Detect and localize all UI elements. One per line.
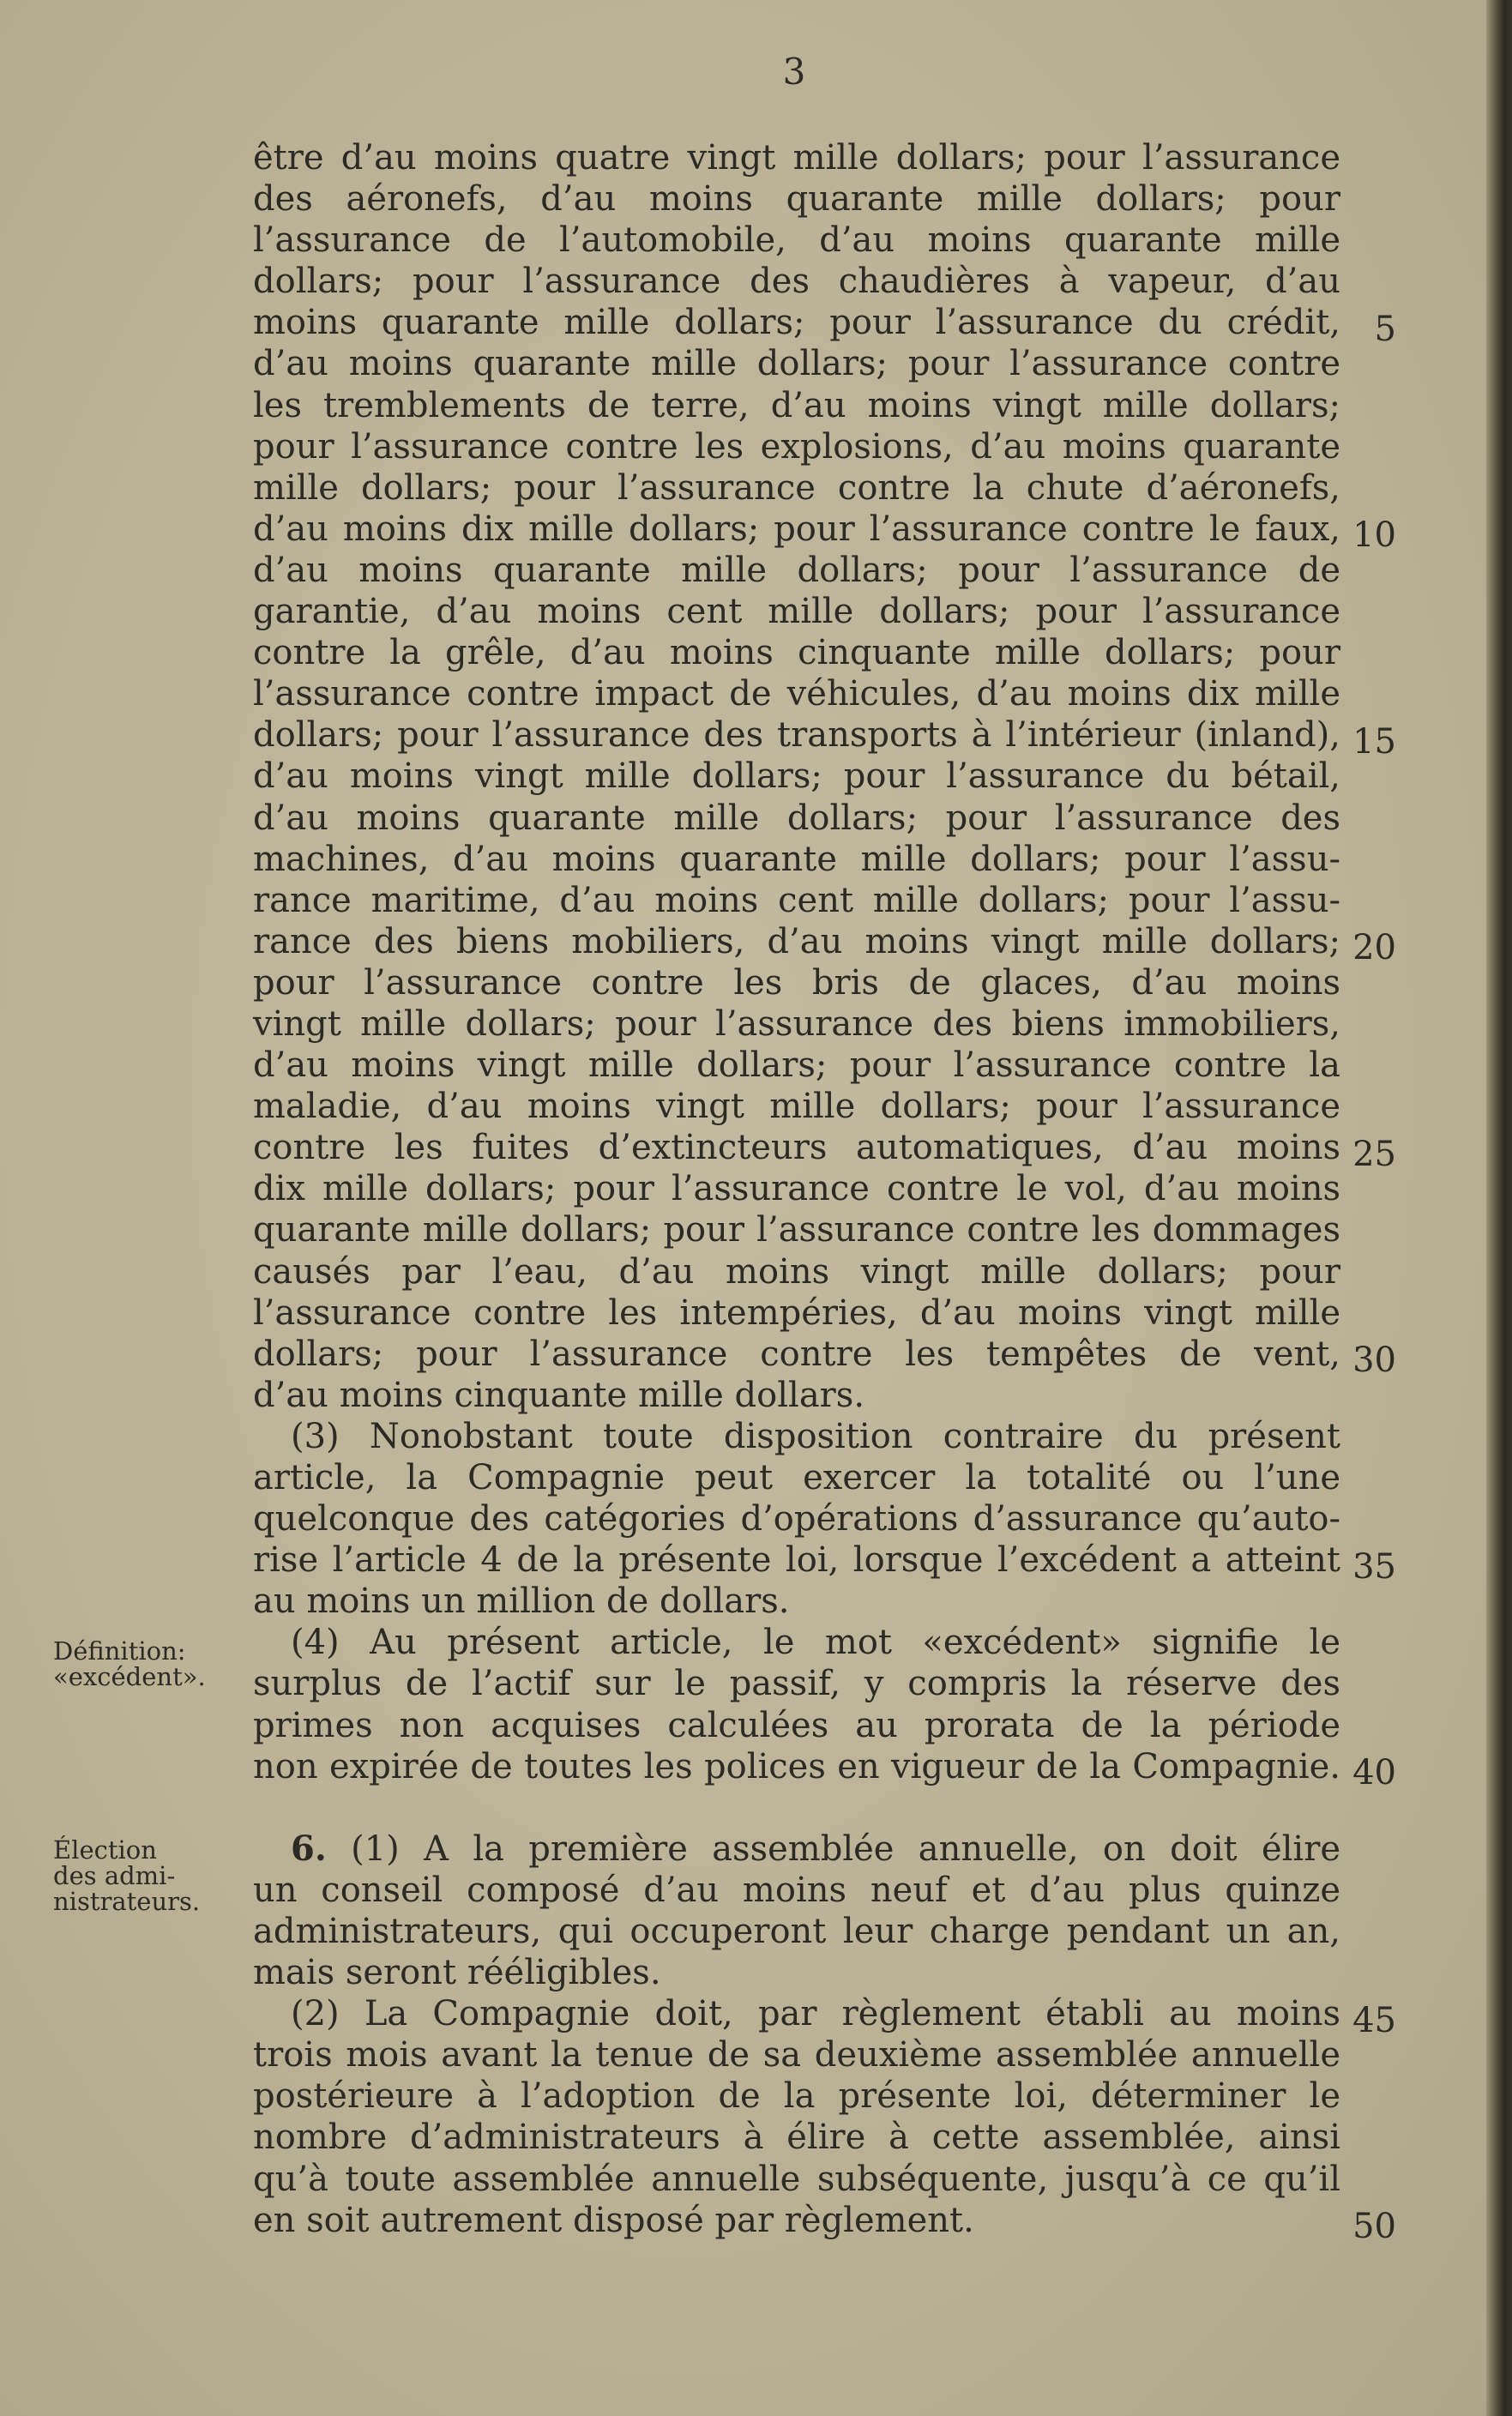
section-gap — [253, 1787, 1340, 1829]
section-line-text: (1) A la première assemblée annuelle, on doit élire — [351, 1829, 1341, 1869]
text-line — [253, 1829, 1340, 1870]
text-line: être d’au moins quatre vingt mille dollars; pour l’assurance — [253, 138, 1340, 178]
text-line: (3) Nonobstant toute disposition contraire du présent — [291, 1416, 1340, 1456]
text-line: causés par l’eau, d’au moins vingt mille dollars; pour — [253, 1251, 1340, 1292]
text-line: dollars; pour l’assurance des transports à l’intérieur (inland), — [253, 715, 1340, 756]
text-line: d’au moins vingt mille dollars; pour l’assurance du bétail, — [253, 756, 1340, 797]
text-line: contre les fuites d’extincteurs automatiques, d’au moins — [253, 1128, 1340, 1168]
text-line: rance des biens mobiliers, d’au moins vingt mille dollars; — [253, 921, 1340, 961]
line-number: 45 — [1352, 2001, 1396, 2040]
text-line: rance maritime, d’au moins cent mille dollars; pour l’assu- — [253, 880, 1340, 920]
text-line: rise l’article 4 de la présente loi, lorsque l’excédent a atteint — [253, 1540, 1340, 1581]
marginal-note-line: Définition: — [53, 1636, 186, 1666]
text-line: dollars; pour l’assurance des chaudières à vapeur, d’au — [253, 262, 1340, 302]
text-line: vingt mille dollars; pour l’assurance des biens immobiliers, — [253, 1003, 1340, 1044]
marginal-note-definition — [53, 1638, 216, 1690]
text-line: dollars; pour l’assurance contre les tempêtes de vent, — [253, 1334, 1340, 1374]
text-line: d’au moins dix mille dollars; pour l’assurance contre le faux, — [253, 509, 1340, 549]
text-line: maladie, d’au moins vingt mille dollars; pour l’assurance — [253, 1087, 1340, 1127]
text-line: moins quarante mille dollars; pour l’assurance du crédit, — [253, 303, 1340, 343]
marginal-note-line: des admi- — [53, 1861, 176, 1890]
line-number: 35 — [1352, 1547, 1396, 1587]
marginal-note-line: Élection — [53, 1835, 157, 1865]
text-line: l’assurance de l’automobile, d’au moins quarante mille — [253, 220, 1340, 261]
line-number: 40 — [1352, 1753, 1396, 1792]
text-line: des aéronefs, d’au moins quarante mille dollars; pour — [253, 179, 1340, 220]
line-number: 25 — [1352, 1135, 1396, 1174]
text-line: contre la grêle, d’au moins cinquante mille dollars; pour — [253, 633, 1340, 673]
text-line: article, la Compagnie peut exercer la totalité ou l’une — [253, 1458, 1340, 1497]
text-line: les tremblements de terre, d’au moins vingt mille dollars; — [253, 385, 1340, 425]
text-line: administrateurs, qui occuperont leur charge pendant un an, — [253, 1911, 1340, 1951]
text-line: (4) Au présent article, le mot «excédent» signifie le — [291, 1623, 1340, 1663]
text-line: machines, d’au moins quarante mille dollars; pour l’assu- — [253, 839, 1340, 879]
text-line: pour l’assurance contre les bris de glaces, d’au moins — [253, 962, 1340, 1003]
body-text — [253, 137, 1340, 2241]
book-binding-edge — [1486, 0, 1512, 2416]
text-line: d’au moins quarante mille dollars; pour l’assurance contre — [253, 344, 1340, 384]
text-line: postérieure à l’adoption de la présente loi, déterminer le — [253, 2076, 1340, 2117]
text-line: d’au moins vingt mille dollars; pour l’assurance contre la — [253, 1045, 1340, 1086]
marginal-note-line: nistrateurs. — [53, 1887, 201, 1916]
line-number: 30 — [1352, 1341, 1396, 1380]
text-line: mais seront rééligibles. — [253, 1953, 661, 1993]
section-number: 6. — [291, 1828, 327, 1869]
page-number: 3 — [782, 51, 806, 93]
text-line: au moins un million de dollars. — [253, 1582, 790, 1622]
text-line: d’au moins quarante mille dollars; pour l’assurance des — [253, 798, 1340, 838]
line-number: 5 — [1374, 310, 1396, 349]
text-line: mille dollars; pour l’assurance contre la chute d’aéronefs, — [253, 467, 1340, 508]
text-line: trois mois avant la tenue de sa deuxième assemblée annuelle — [253, 2035, 1340, 2076]
text-line: primes non acquises calculées au prorata de la période — [253, 1705, 1340, 1745]
text-line: garantie, d’au moins cent mille dollars; pour l’assurance — [253, 592, 1340, 632]
text-line: d’au moins cinquante mille dollars. — [253, 1375, 865, 1415]
text-line: dix mille dollars; pour l’assurance contre le vol, d’au moins — [253, 1169, 1340, 1209]
text-line: l’assurance contre les intempéries, d’au moins vingt mille — [253, 1292, 1340, 1333]
text-line: qu’à toute assemblée annuelle subséquente, jusqu’à ce qu’il — [253, 2159, 1340, 2199]
text-line: nombre d’administrateurs à élire à cette assemblée, ainsi — [253, 2118, 1340, 2158]
text-line: (2) La Compagnie doit, par règlement établi au moins — [291, 1994, 1340, 2034]
text-line: quarante mille dollars; pour l’assurance contre les dommages — [253, 1210, 1340, 1250]
line-number: 50 — [1352, 2207, 1396, 2246]
text-line: pour l’assurance contre les explosions, d’au moins quarante — [253, 426, 1340, 467]
text-line: l’assurance contre impact de véhicules, d’au moins dix mille — [253, 674, 1340, 714]
text-line: en soit autrement disposé par règlement. — [253, 2200, 974, 2240]
text-line: un conseil composé d’au moins neuf et d’au plus quinze — [253, 1870, 1340, 1910]
text-line: d’au moins quarante mille dollars; pour l’assurance de — [253, 550, 1340, 590]
line-number: 15 — [1352, 722, 1396, 762]
text-line: surplus de l’actif sur le passif, y compris la réserve des — [253, 1664, 1340, 1704]
line-number: 10 — [1352, 515, 1396, 555]
text-line: non expirée de toutes les polices en vigueur de la Compagnie. — [253, 1746, 1340, 1786]
text-line: quelconque des catégories d’opérations d’assurance qu’auto- — [253, 1499, 1340, 1539]
line-number: 20 — [1352, 928, 1396, 967]
marginal-note-election — [53, 1837, 216, 1914]
marginal-note-line: «excédent». — [53, 1662, 206, 1691]
